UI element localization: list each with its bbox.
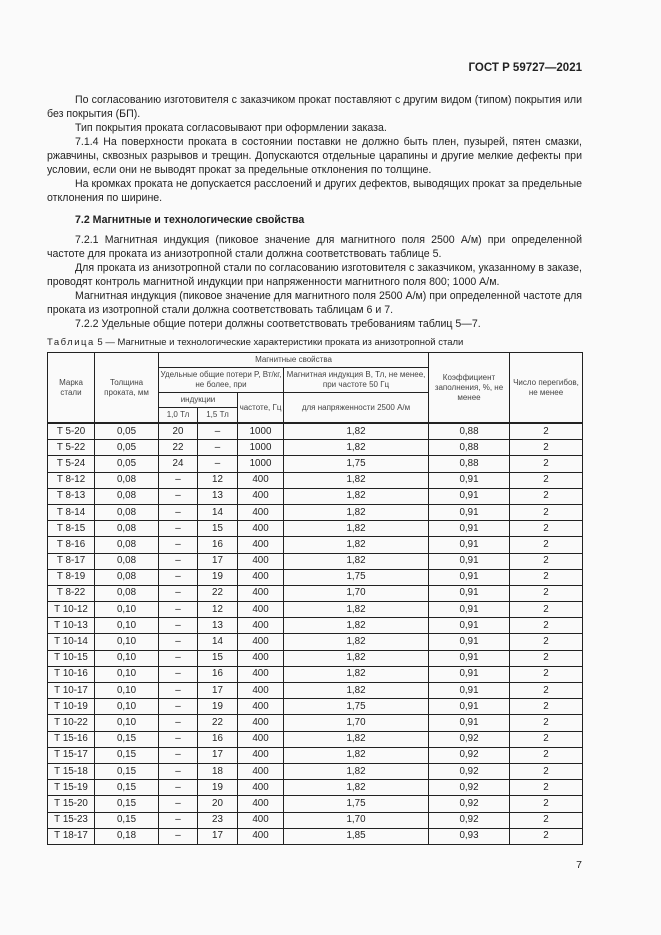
table-cell: Т 5-22	[48, 440, 95, 456]
table-cell: Т 8-19	[48, 569, 95, 585]
table-cell: 400	[238, 488, 284, 504]
table-cell: 0,15	[95, 796, 159, 812]
table-cell: 400	[238, 634, 284, 650]
table-row	[48, 650, 583, 666]
table-cell: 2	[510, 763, 583, 779]
table-cell: 2	[510, 828, 583, 844]
properties-table	[47, 352, 583, 845]
table-cell: 12	[198, 472, 238, 488]
table-cell: –	[159, 537, 198, 553]
table-cell: 2	[510, 780, 583, 796]
table-cell: Т 5-24	[48, 456, 95, 472]
table-cell: 0,88	[429, 440, 510, 456]
col-losses: Удельные общие потери P, Вт/кг, не более, при	[159, 368, 284, 393]
col-induction: индукции	[159, 393, 238, 408]
table-cell: 0,08	[95, 472, 159, 488]
table-cell: 1,70	[284, 715, 429, 731]
table-cell: 17	[198, 553, 238, 569]
table-row	[48, 569, 583, 585]
table-cell: 400	[238, 650, 284, 666]
table-cell: 0,91	[429, 666, 510, 682]
table-cell: 0,10	[95, 683, 159, 699]
table-cell: 400	[238, 504, 284, 520]
caption-label: Таблица	[47, 337, 95, 348]
table-cell: 2	[510, 634, 583, 650]
table-cell: 0,15	[95, 731, 159, 747]
table-cell: 1,82	[284, 423, 429, 440]
table-cell: 0,15	[95, 763, 159, 779]
table-cell: 400	[238, 812, 284, 828]
table-cell: 2	[510, 731, 583, 747]
table-row	[48, 602, 583, 618]
table-cell: 12	[198, 602, 238, 618]
table-cell: 0,91	[429, 602, 510, 618]
table-cell: 0,15	[95, 780, 159, 796]
table-cell: 400	[238, 715, 284, 731]
paragraph-group-a	[47, 93, 582, 205]
table-cell: 0,92	[429, 747, 510, 763]
table-cell: 400	[238, 683, 284, 699]
table-cell: 1,85	[284, 828, 429, 844]
table-cell: –	[159, 618, 198, 634]
table-cell: 2	[510, 553, 583, 569]
table-row	[48, 780, 583, 796]
table-cell: 2	[510, 812, 583, 828]
table-cell: Т 5-20	[48, 423, 95, 440]
table-cell: 0,88	[429, 423, 510, 440]
table-cell: Т 15-23	[48, 812, 95, 828]
table-cell: Т 15-20	[48, 796, 95, 812]
table-cell: 1,82	[284, 747, 429, 763]
paragraph: По согласованию изготовителя с заказчиком прокат поставляют с другим видом (типом) покрытия или без покрытия (БП).	[47, 94, 582, 120]
col-1-5: 1,5 Тл	[198, 408, 238, 424]
table-cell: 24	[159, 456, 198, 472]
table-row	[48, 747, 583, 763]
table-cell: 2	[510, 423, 583, 440]
table-cell: 2	[510, 650, 583, 666]
table-row	[48, 699, 583, 715]
table-cell: 22	[198, 585, 238, 601]
table-cell: 400	[238, 666, 284, 682]
table-cell: 0,08	[95, 488, 159, 504]
table-cell: 16	[198, 537, 238, 553]
table-cell: 2	[510, 504, 583, 520]
table-row	[48, 553, 583, 569]
table-cell: 0,91	[429, 634, 510, 650]
table-cell: Т 10-15	[48, 650, 95, 666]
paragraph: 7.2.1 Магнитная индукция (пиковое значение для магнитного поля 2500 А/м) при определенной частоте для проката из анизотропной стали должна соответствовать таблице 5.	[47, 234, 582, 260]
col-magnetic: Магнитные свойства	[159, 353, 429, 368]
table-cell: 0,91	[429, 504, 510, 520]
table-cell: 1000	[238, 440, 284, 456]
table-cell: 2	[510, 699, 583, 715]
table-cell: 20	[198, 796, 238, 812]
table-cell: 0,92	[429, 796, 510, 812]
table-cell: –	[159, 472, 198, 488]
table-cell: 400	[238, 796, 284, 812]
table-cell: 0,08	[95, 569, 159, 585]
table-cell: 0,10	[95, 650, 159, 666]
table-cell: 1,82	[284, 472, 429, 488]
paragraph: Магнитная индукция (пиковое значение для магнитного поля 2500 А/м) при определенной частоте для проката из изотропной стали должна соответствовать таблицам 6 и 7.	[47, 290, 582, 316]
table-cell: 2	[510, 602, 583, 618]
paragraph: Для проката из анизотропной стали по согласованию изготовителя с заказчиком, указанному в заказе, проводят контроль магнитной индукции при напряженности магнитного поля 800; 1000 А/м.	[47, 262, 582, 288]
table-cell: 1,82	[284, 504, 429, 520]
table-cell: 2	[510, 488, 583, 504]
table-cell: 0,91	[429, 585, 510, 601]
table-cell: 0,92	[429, 763, 510, 779]
table-cell: 1000	[238, 456, 284, 472]
table-cell: 17	[198, 683, 238, 699]
table-cell: 0,15	[95, 812, 159, 828]
table-cell: 0,10	[95, 634, 159, 650]
table-cell: 16	[198, 731, 238, 747]
table-cell: 400	[238, 521, 284, 537]
table-cell: Т 8-15	[48, 521, 95, 537]
table-cell: 1,70	[284, 812, 429, 828]
table-cell: Т 8-16	[48, 537, 95, 553]
table-cell: 0,91	[429, 521, 510, 537]
table-cell: 2	[510, 683, 583, 699]
table-cell: 1,82	[284, 731, 429, 747]
table-cell: Т 8-17	[48, 553, 95, 569]
table-cell: 0,10	[95, 699, 159, 715]
section-title: 7.2 Магнитные и технологические свойства	[75, 214, 305, 226]
col-field: для напряженности 2500 А/м	[284, 393, 429, 424]
table-cell: 1,82	[284, 634, 429, 650]
table-cell: Т 10-19	[48, 699, 95, 715]
table-cell: –	[159, 602, 198, 618]
paragraph-group-b	[47, 233, 582, 331]
table-row	[48, 796, 583, 812]
table-row	[48, 456, 583, 472]
table-cell: 400	[238, 537, 284, 553]
paragraph: На кромках проката не допускается расслоений и других дефектов, выводящих прокат за предельные отклонения по ширине.	[47, 178, 582, 204]
table-cell: 1,82	[284, 521, 429, 537]
table-cell: 2	[510, 747, 583, 763]
table-cell: –	[159, 828, 198, 844]
table-cell: –	[159, 585, 198, 601]
table-cell: 0,05	[95, 440, 159, 456]
table-cell: 18	[198, 763, 238, 779]
table-cell: 0,91	[429, 618, 510, 634]
table-cell: 0,91	[429, 569, 510, 585]
table-cell: –	[159, 763, 198, 779]
table-cell: 19	[198, 780, 238, 796]
table-cell: 22	[159, 440, 198, 456]
table-cell: Т 10-14	[48, 634, 95, 650]
col-bends: Число перегибов, не менее	[510, 353, 583, 424]
table-row	[48, 731, 583, 747]
table-cell: Т 10-22	[48, 715, 95, 731]
table-cell: Т 18-17	[48, 828, 95, 844]
table-cell: 400	[238, 585, 284, 601]
table-cell: –	[159, 812, 198, 828]
table-cell: 1,82	[284, 618, 429, 634]
table-cell: 2	[510, 666, 583, 682]
col-frequency: частоте, Гц	[238, 393, 284, 424]
table-cell: Т 15-16	[48, 731, 95, 747]
table-cell: 0,91	[429, 537, 510, 553]
table-cell: Т 10-13	[48, 618, 95, 634]
table-row	[48, 521, 583, 537]
table-cell: 1,82	[284, 602, 429, 618]
table-cell: 0,91	[429, 472, 510, 488]
table-cell: –	[159, 796, 198, 812]
table-cell: 1,82	[284, 440, 429, 456]
table-cell: 400	[238, 472, 284, 488]
table-cell: –	[198, 423, 238, 440]
table-cell: 2	[510, 521, 583, 537]
table-cell: Т 15-19	[48, 780, 95, 796]
table-row	[48, 634, 583, 650]
table-cell: 2	[510, 796, 583, 812]
table-cell: 400	[238, 602, 284, 618]
table-row	[48, 585, 583, 601]
col-1-0: 1,0 Тл	[159, 408, 198, 424]
table-row	[48, 423, 583, 440]
table-cell: 0,08	[95, 521, 159, 537]
table-cell: 20	[159, 423, 198, 440]
col-fill: Коэффициент заполнения, %, не менее	[429, 353, 510, 424]
table-cell: –	[159, 504, 198, 520]
col-induction-b: Магнитная индукция B, Тл, не менее, при частоте 50 Гц	[284, 368, 429, 393]
table-row	[48, 618, 583, 634]
table-cell: 2	[510, 585, 583, 601]
table-cell: 1,82	[284, 553, 429, 569]
col-thickness: Толщина проката, мм	[95, 353, 159, 424]
table-row	[48, 488, 583, 504]
table-cell: Т 8-13	[48, 488, 95, 504]
table-cell: 0,88	[429, 456, 510, 472]
table-cell: 2	[510, 440, 583, 456]
table-cell: 16	[198, 666, 238, 682]
table-cell: Т 8-22	[48, 585, 95, 601]
table-cell: 0,10	[95, 618, 159, 634]
table-cell: 1,82	[284, 488, 429, 504]
table-cell: Т 10-17	[48, 683, 95, 699]
standard-header: ГОСТ Р 59727—2021	[468, 62, 582, 74]
body-text	[47, 93, 582, 331]
table-cell: 0,10	[95, 666, 159, 682]
table-cell: 1,82	[284, 683, 429, 699]
table-cell: 1,75	[284, 456, 429, 472]
table-cell: 15	[198, 650, 238, 666]
table-cell: 400	[238, 731, 284, 747]
table-cell: 2	[510, 715, 583, 731]
page-number: 7	[576, 858, 582, 871]
table-cell: 1000	[238, 423, 284, 440]
table-cell: –	[159, 731, 198, 747]
table-cell: 0,05	[95, 456, 159, 472]
table-row	[48, 683, 583, 699]
table-cell: 19	[198, 569, 238, 585]
table-cell: 0,91	[429, 699, 510, 715]
table-cell: 14	[198, 504, 238, 520]
table-row	[48, 666, 583, 682]
table-cell: –	[159, 715, 198, 731]
table-cell: 400	[238, 747, 284, 763]
table-cell: 0,08	[95, 504, 159, 520]
table-cell: Т 15-18	[48, 763, 95, 779]
table-row	[48, 812, 583, 828]
table-cell: 400	[238, 618, 284, 634]
paragraph: 7.1.4 На поверхности проката в состоянии поставки не должно быть плен, пузырей, пятен смазки, ржавчины, сквозных разрывов и трещин. Допускаются отдельные царапины и другие мелкие дефекты при условии, если они не выводят прокат за предельные отклонения по толщине.	[47, 136, 582, 176]
table-cell: 22	[198, 715, 238, 731]
table-cell: 0,08	[95, 553, 159, 569]
table-cell: 400	[238, 763, 284, 779]
table-cell: 0,91	[429, 553, 510, 569]
table-cell: –	[159, 666, 198, 682]
table-cell: Т 15-17	[48, 747, 95, 763]
table-cell: Т 10-12	[48, 602, 95, 618]
table-cell: –	[159, 553, 198, 569]
table-cell: 0,92	[429, 780, 510, 796]
table-cell: –	[159, 747, 198, 763]
table-cell: 0,92	[429, 812, 510, 828]
table-cell: 2	[510, 456, 583, 472]
table-cell: 0,10	[95, 715, 159, 731]
table-cell: 2	[510, 472, 583, 488]
table-cell: 400	[238, 780, 284, 796]
table-cell: 1,75	[284, 569, 429, 585]
table-cell: 400	[238, 699, 284, 715]
table-cell: 1,70	[284, 585, 429, 601]
table-cell: 1,82	[284, 666, 429, 682]
table-cell: 0,08	[95, 585, 159, 601]
table-cell: 0,91	[429, 683, 510, 699]
table-row	[48, 763, 583, 779]
table-cell: –	[198, 440, 238, 456]
table-cell: 0,08	[95, 537, 159, 553]
table-cell: Т 8-12	[48, 472, 95, 488]
table-cell: 1,75	[284, 699, 429, 715]
table-cell: 0,91	[429, 715, 510, 731]
table-cell: –	[159, 683, 198, 699]
table-cell: –	[159, 650, 198, 666]
table-cell: 15	[198, 521, 238, 537]
table-cell: 1,75	[284, 796, 429, 812]
table-cell: Т 10-16	[48, 666, 95, 682]
table-cell: 2	[510, 618, 583, 634]
table-row	[48, 472, 583, 488]
table-cell: –	[159, 488, 198, 504]
table-cell: –	[159, 569, 198, 585]
table-row	[48, 828, 583, 844]
table-row	[48, 504, 583, 520]
table-cell: 2	[510, 569, 583, 585]
paragraph: 7.2.2 Удельные общие потери должны соответствовать требованиям таблиц 5—7.	[75, 318, 481, 330]
table-cell: 17	[198, 828, 238, 844]
table-cell: 13	[198, 618, 238, 634]
table-cell: 0,91	[429, 650, 510, 666]
paragraph: Тип покрытия проката согласовывают при оформлении заказа.	[75, 122, 387, 134]
table-cell: 400	[238, 553, 284, 569]
table-cell: 13	[198, 488, 238, 504]
table-cell: –	[159, 521, 198, 537]
table-cell: 1,82	[284, 780, 429, 796]
table-cell: 1,82	[284, 650, 429, 666]
col-grade: Марка стали	[48, 353, 95, 424]
table-cell: –	[159, 634, 198, 650]
table-cell: 0,18	[95, 828, 159, 844]
table-cell: 0,91	[429, 488, 510, 504]
table-cell: 1,82	[284, 763, 429, 779]
table-row	[48, 715, 583, 731]
table-cell: 19	[198, 699, 238, 715]
table-cell: Т 8-14	[48, 504, 95, 520]
table-cell: 1,82	[284, 537, 429, 553]
table-cell: 400	[238, 828, 284, 844]
table-cell: 400	[238, 569, 284, 585]
table-row	[48, 440, 583, 456]
table-cell: 0,15	[95, 747, 159, 763]
table-cell: 0,10	[95, 602, 159, 618]
table-cell: –	[159, 699, 198, 715]
table-cell: 2	[510, 537, 583, 553]
table-cell: 17	[198, 747, 238, 763]
table-caption	[47, 337, 582, 349]
table-cell: 0,05	[95, 423, 159, 440]
table-cell: 0,93	[429, 828, 510, 844]
table-cell: –	[198, 456, 238, 472]
caption-text: 5 — Магнитные и технологические характеристики проката из анизотропной стали	[97, 337, 464, 348]
table-cell: 23	[198, 812, 238, 828]
table-cell: –	[159, 780, 198, 796]
table-cell: 0,92	[429, 731, 510, 747]
table-row	[48, 537, 583, 553]
table-cell: 14	[198, 634, 238, 650]
